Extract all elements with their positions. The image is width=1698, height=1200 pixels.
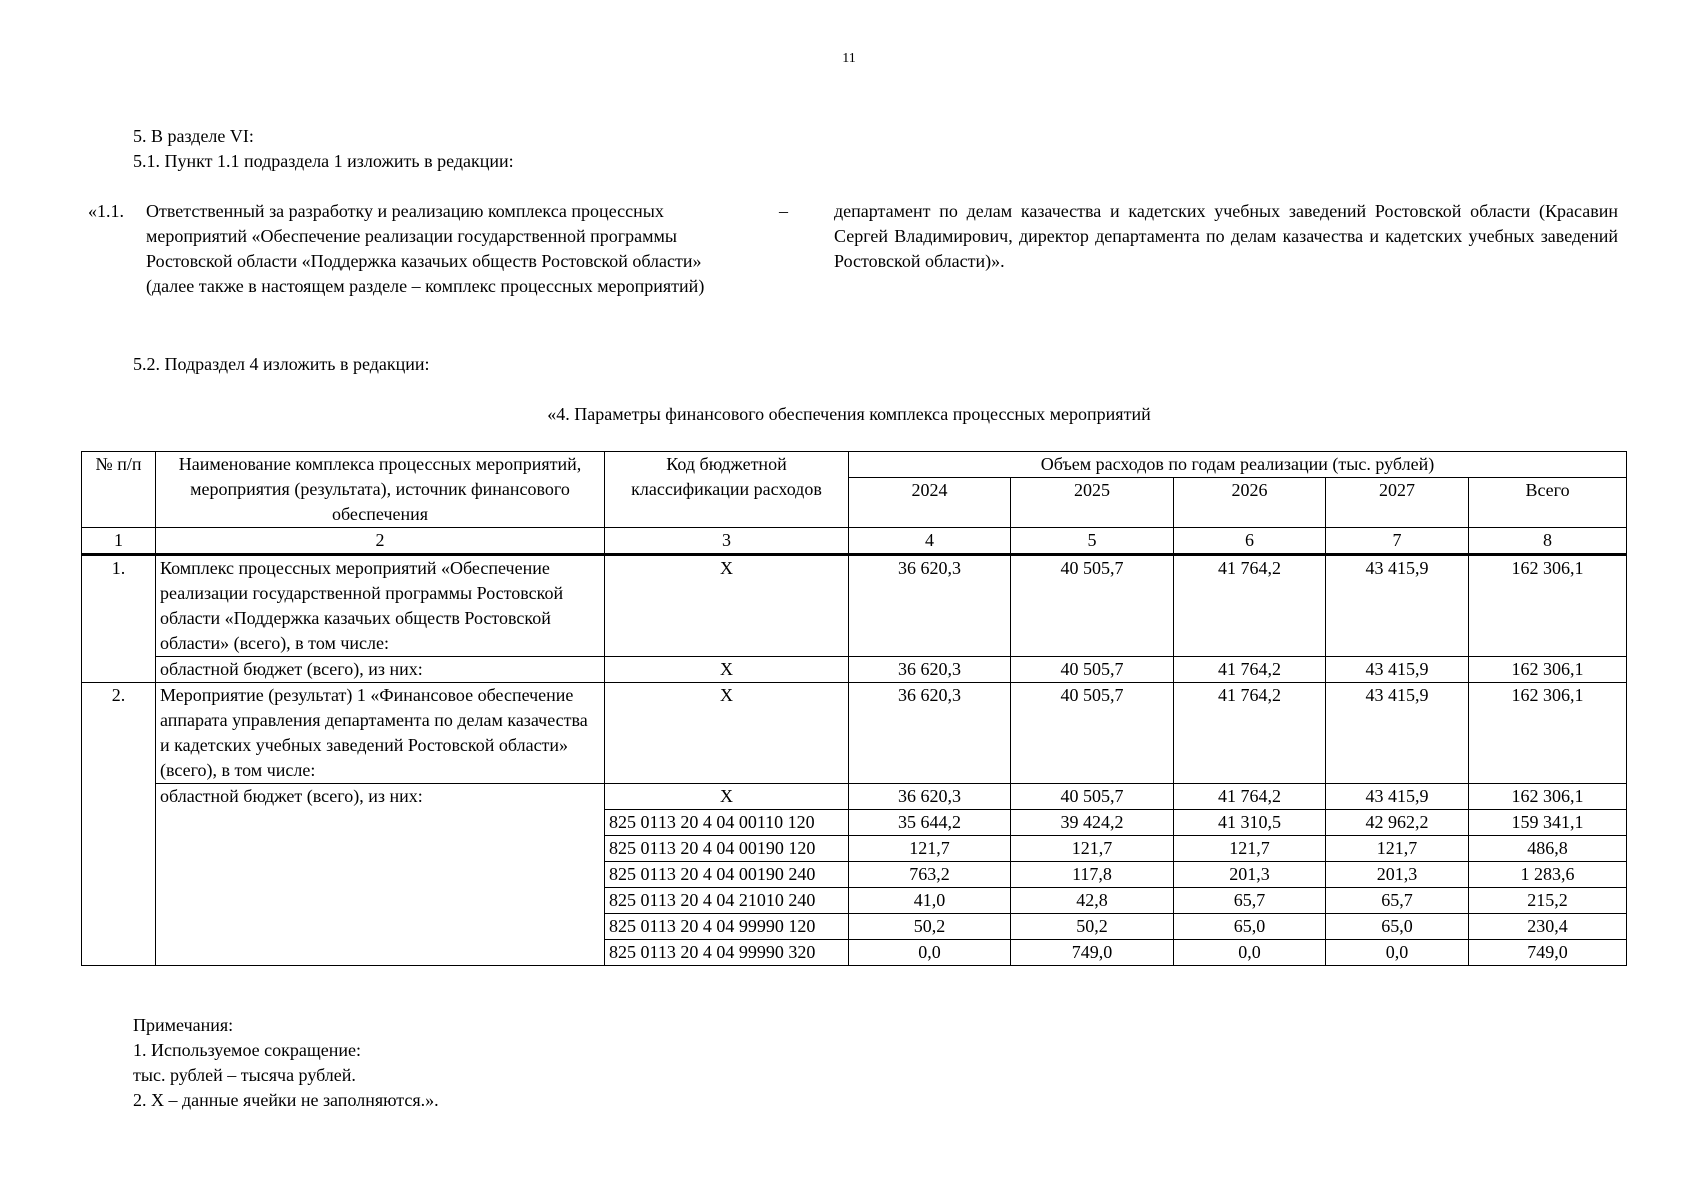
row-value: 230,4: [1469, 914, 1627, 940]
header-row: [82, 452, 1627, 478]
row-value: 486,8: [1469, 836, 1627, 862]
table-row: [82, 657, 1627, 683]
row-value: 39 424,2: [1011, 810, 1174, 836]
row-name: Комплекс процессных мероприятий «Обеспечение реализации государственной программы Ростовской области «Поддержка казачьих обществ Ростовской области» (всего), в том числе:: [156, 555, 605, 657]
row-code: Х: [605, 555, 849, 657]
row-value: 749,0: [1469, 940, 1627, 966]
header-year-2026: 2026: [1174, 478, 1326, 528]
row-value: 41 310,5: [1174, 810, 1326, 836]
header-year-2024: 2024: [849, 478, 1011, 528]
row-value: 41 764,2: [1174, 657, 1326, 683]
row-value: 50,2: [1011, 914, 1174, 940]
table-row: [82, 683, 1627, 784]
row-value: 0,0: [1326, 940, 1469, 966]
row-value: 121,7: [1326, 836, 1469, 862]
row-value: 0,0: [849, 940, 1011, 966]
row-code: Х: [605, 683, 849, 784]
note-2: 2. Х – данные ячейки не заполняются.».: [133, 1090, 439, 1110]
row-code: Х: [605, 784, 849, 810]
row-value: 43 415,9: [1326, 683, 1469, 784]
row-value: 41,0: [849, 888, 1011, 914]
row-value: 749,0: [1011, 940, 1174, 966]
row-value: 40 505,7: [1011, 657, 1174, 683]
row-code: Х: [605, 657, 849, 683]
header-code: Код бюджетной классификации расходов: [605, 452, 849, 528]
column-number: 1: [82, 528, 156, 555]
section-5-2-text: 5.2. Подраздел 4 изложить в редакции:: [133, 354, 430, 374]
table-row: [82, 555, 1627, 657]
notes: [133, 1013, 439, 1113]
budget-code: 825 0113 20 4 04 99990 120: [605, 914, 849, 940]
header-year-2025: 2025: [1011, 478, 1174, 528]
section-5-heading: 5. В разделе VI:: [133, 126, 254, 146]
financing-table: [81, 451, 1627, 966]
row-value: 35 644,2: [849, 810, 1011, 836]
column-number: 7: [1326, 528, 1469, 555]
column-number: 6: [1174, 528, 1326, 555]
passport-item-number: «1.1.: [88, 201, 124, 221]
row-number: 2.: [82, 683, 156, 966]
row-value: 36 620,3: [849, 784, 1011, 810]
section-5-1-text: 5.1. Пункт 1.1 подраздела 1 изложить в редакции:: [133, 151, 514, 171]
budget-code: 825 0113 20 4 04 00110 120: [605, 810, 849, 836]
row-value: 65,0: [1326, 914, 1469, 940]
passport-item-label: Ответственный за разработку и реализацию комплекса процессных мероприятий «Обеспечение реализации государственной программы Ростовской области «Поддержка казачьих обществ Ростовской области» (далее также в настоящем разделе – комплекс процессных мероприятий): [146, 201, 705, 296]
table-row: [82, 784, 1627, 810]
budget-code: 825 0113 20 4 04 21010 240: [605, 888, 849, 914]
row-value: 40 505,7: [1011, 784, 1174, 810]
column-numbers-row: [82, 528, 1627, 555]
row-value: 162 306,1: [1469, 555, 1627, 657]
note-1: 1. Используемое сокращение:: [133, 1040, 361, 1060]
row-value: 50,2: [849, 914, 1011, 940]
row-value: 40 505,7: [1011, 555, 1174, 657]
row-value: 42 962,2: [1326, 810, 1469, 836]
header-total: Всего: [1469, 478, 1627, 528]
row-value: 162 306,1: [1469, 657, 1627, 683]
row-value: 201,3: [1326, 862, 1469, 888]
note-1-text: тыс. рублей – тысяча рублей.: [133, 1065, 356, 1085]
header-name: Наименование комплекса процессных мероприятий, мероприятия (результата), источник финансового обеспечения: [156, 452, 605, 528]
passport-item-dash: –: [779, 201, 788, 221]
row-value: 65,0: [1174, 914, 1326, 940]
row-value: 36 620,3: [849, 683, 1011, 784]
passport-item-value: департамент по делам казачества и кадетских учебных заведений Ростовской области (Красавин Сергей Владимирович, директор департамента по делам казачества и кадетских учебных заведений Ростовской области)».: [834, 201, 1618, 271]
row-value: 159 341,1: [1469, 810, 1627, 836]
row-value: 121,7: [1174, 836, 1326, 862]
column-number: 5: [1011, 528, 1174, 555]
row-value: 41 764,2: [1174, 555, 1326, 657]
row-name: областной бюджет (всего), из них:: [156, 657, 605, 683]
row-value: 65,7: [1326, 888, 1469, 914]
row-value: 162 306,1: [1469, 784, 1627, 810]
header-volume: Объем расходов по годам реализации (тыс. рублей): [849, 452, 1627, 478]
row-value: 117,8: [1011, 862, 1174, 888]
row-value: 0,0: [1174, 940, 1326, 966]
row-value: 65,7: [1174, 888, 1326, 914]
row-value: 42,8: [1011, 888, 1174, 914]
row-value: 162 306,1: [1469, 683, 1627, 784]
column-number: 2: [156, 528, 605, 555]
column-number: 4: [849, 528, 1011, 555]
table-title: «4. Параметры финансового обеспечения комплекса процессных мероприятий: [547, 404, 1151, 424]
row-value: 41 764,2: [1174, 683, 1326, 784]
budget-code: 825 0113 20 4 04 00190 120: [605, 836, 849, 862]
row-value: 36 620,3: [849, 555, 1011, 657]
row-value: 40 505,7: [1011, 683, 1174, 784]
notes-title: Примечания:: [133, 1015, 234, 1035]
budget-code: 825 0113 20 4 04 00190 240: [605, 862, 849, 888]
row-value: 36 620,3: [849, 657, 1011, 683]
row-value: 1 283,6: [1469, 862, 1627, 888]
row-number: 1.: [82, 555, 156, 683]
row-value: 43 415,9: [1326, 657, 1469, 683]
column-number: 8: [1469, 528, 1627, 555]
row-name: Мероприятие (результат) 1 «Финансовое обеспечение аппарата управления департамента по делам казачества и кадетских учебных заведений Ростовской области» (всего), в том числе:: [156, 683, 605, 784]
budget-code: 825 0113 20 4 04 99990 320: [605, 940, 849, 966]
row-name: областной бюджет (всего), из них:: [156, 784, 605, 966]
row-value: 41 764,2: [1174, 784, 1326, 810]
row-value: 215,2: [1469, 888, 1627, 914]
header-year-2027: 2027: [1326, 478, 1469, 528]
row-value: 121,7: [1011, 836, 1174, 862]
column-number: 3: [605, 528, 849, 555]
row-value: 763,2: [849, 862, 1011, 888]
header-num: № п/п: [82, 452, 156, 528]
page-number: 11: [842, 51, 856, 66]
row-value: 121,7: [849, 836, 1011, 862]
row-value: 201,3: [1174, 862, 1326, 888]
row-value: 43 415,9: [1326, 784, 1469, 810]
row-value: 43 415,9: [1326, 555, 1469, 657]
